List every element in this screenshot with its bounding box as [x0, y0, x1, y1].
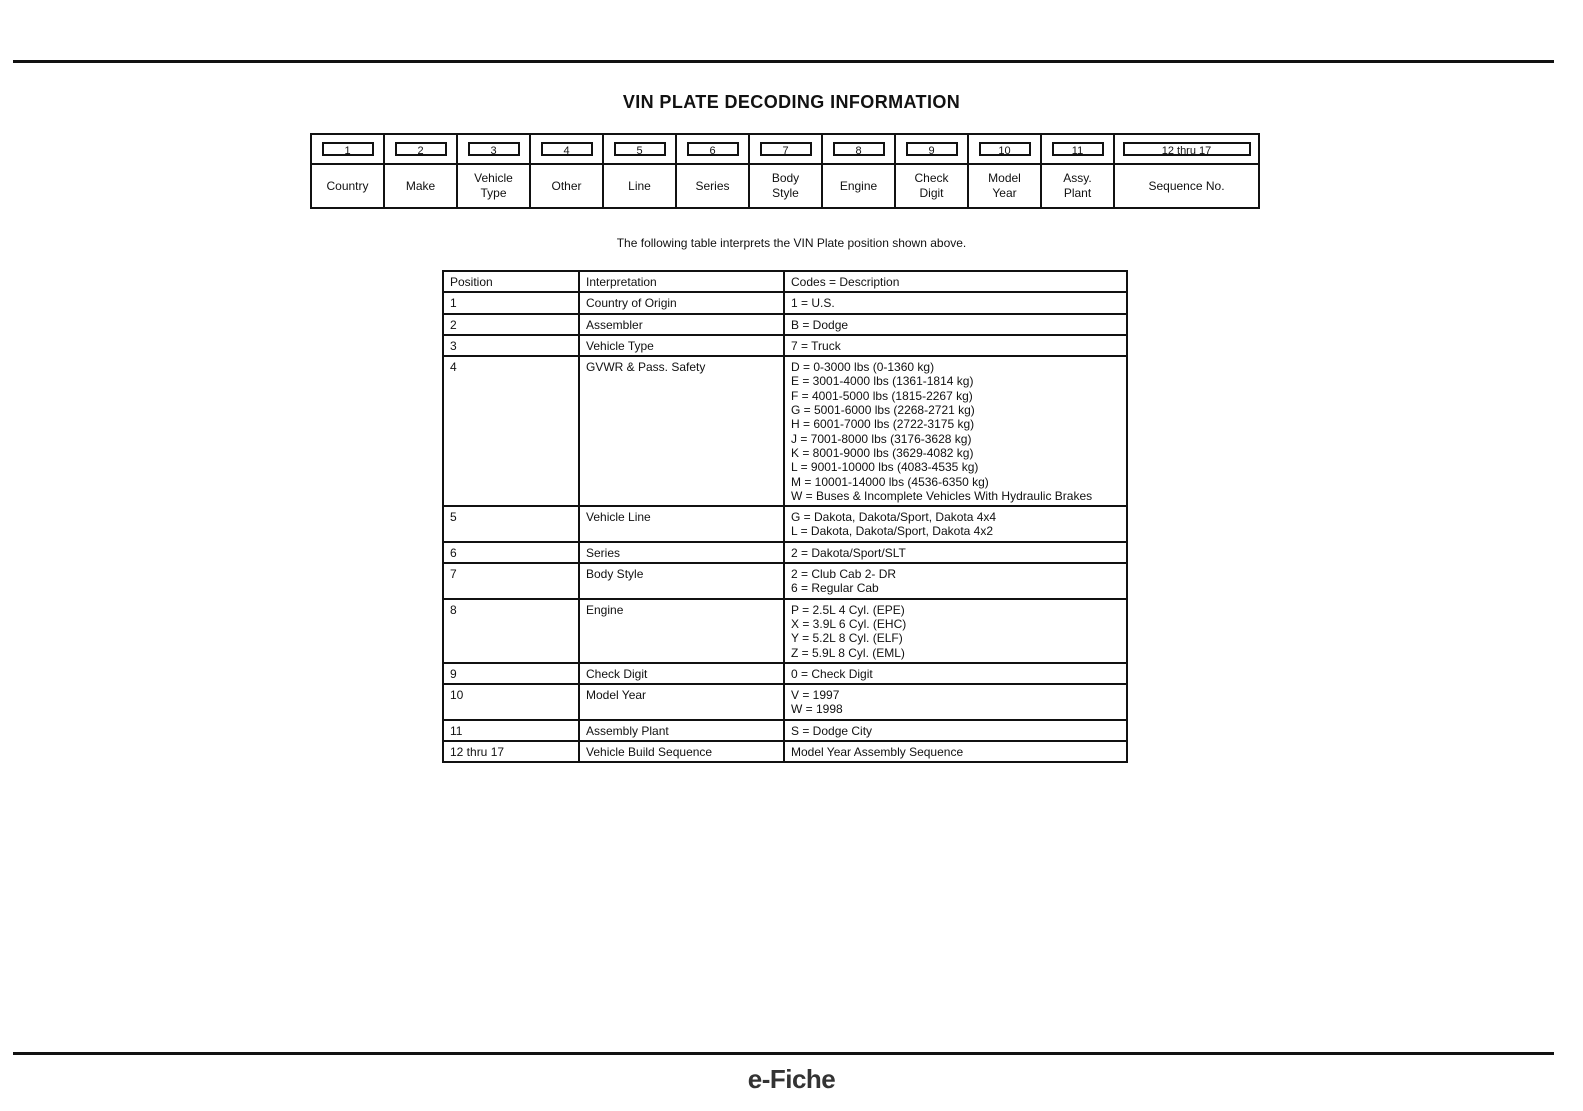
code-line: W = Buses & Incomplete Vehicles With Hydraulic Brakes [791, 488, 1093, 503]
codes-cell [784, 599, 1127, 663]
position-cell: 6 [443, 542, 579, 563]
vin-position-label-line: Check [914, 171, 949, 185]
code-line: W = 1998 [791, 702, 843, 717]
vin-position-label-line: Digit [919, 186, 944, 200]
position-cell: 9 [443, 663, 579, 684]
vin-position-label [1114, 164, 1259, 208]
column-header-codes: Codes = Description [784, 271, 1127, 292]
table-row [443, 314, 1127, 335]
position-cell: 2 [443, 314, 579, 335]
vin-position-number: 5 [614, 142, 666, 156]
vin-position-number: 2 [395, 142, 447, 156]
page-title: VIN PLATE DECODING INFORMATION [622, 92, 961, 112]
position-cell: 1 [443, 292, 579, 313]
vin-position-number-cell [749, 134, 822, 164]
interpretation-cell: Engine [579, 599, 784, 663]
codes-cell [784, 663, 1127, 684]
column-header-position: Position [443, 271, 579, 292]
code-line: M = 10001-14000 lbs (4536-6350 kg) [791, 474, 989, 489]
code-line: K = 8001-9000 lbs (3629-4082 kg) [791, 445, 974, 460]
vin-position-label [384, 164, 457, 208]
vin-position-number-cell [822, 134, 895, 164]
table-row [443, 720, 1127, 741]
vin-position-label [311, 164, 384, 208]
vin-position-number: 4 [541, 142, 593, 156]
vin-position-number-cell [384, 134, 457, 164]
table-row [443, 684, 1127, 720]
code-line: B = Dodge [791, 317, 849, 332]
interpretation-cell: Assembly Plant [579, 720, 784, 741]
vin-position-label-line: Vehicle [474, 171, 513, 185]
table-row [443, 335, 1127, 356]
code-line: J = 7001-8000 lbs (3176-3628 kg) [791, 431, 972, 446]
table-caption: The following table interprets the VIN Plate position shown above. [616, 236, 967, 250]
vin-position-label-line: Engine [839, 178, 878, 193]
vin-label-row [311, 164, 1259, 208]
code-line: V = 1997 [791, 688, 840, 703]
vin-position-label-line: Country [326, 178, 369, 193]
vin-position-label-line: Year [992, 186, 1017, 200]
vin-position-number-cell [895, 134, 968, 164]
code-line: 6 = Regular Cab [791, 581, 879, 596]
vin-position-label-line: Body [771, 171, 800, 185]
codes-cell [784, 335, 1127, 356]
codes-cell [784, 720, 1127, 741]
vin-position-number-cell [968, 134, 1041, 164]
table-body [443, 292, 1127, 762]
vin-position-label [895, 164, 968, 208]
vin-position-label [530, 164, 603, 208]
bottom-rule [13, 1052, 1554, 1055]
table-row [443, 741, 1127, 762]
codes-cell [784, 314, 1127, 335]
vin-number-row [311, 134, 1259, 164]
vin-position-label-line: Line [628, 178, 651, 193]
vin-position-label-line: Type [480, 186, 507, 200]
code-line: 2 = Dakota/Sport/SLT [791, 545, 906, 560]
top-rule [13, 60, 1554, 63]
code-line: S = Dodge City [791, 723, 873, 738]
code-line: P = 2.5L 4 Cyl. (EPE) [791, 602, 905, 617]
codes-cell [784, 563, 1127, 599]
table-row [443, 542, 1127, 563]
vin-decoding-table [442, 270, 1128, 763]
table-row [443, 599, 1127, 663]
vin-position-number: 11 [1052, 142, 1104, 156]
position-cell: 5 [443, 506, 579, 542]
code-line: 7 = Truck [791, 338, 841, 353]
code-line: E = 3001-4000 lbs (1361-1814 kg) [791, 374, 974, 389]
vin-position-number-cell [457, 134, 530, 164]
efiche-logo: e-Fiche [747, 1064, 836, 1094]
interpretation-cell: Vehicle Build Sequence [579, 741, 784, 762]
interpretation-cell: Vehicle Type [579, 335, 784, 356]
code-line: X = 3.9L 6 Cyl. (EHC) [791, 616, 907, 631]
codes-cell [784, 684, 1127, 720]
code-line: H = 6001-7000 lbs (2722-3175 kg) [791, 417, 975, 432]
vin-position-label [749, 164, 822, 208]
position-cell: 11 [443, 720, 579, 741]
interpretation-cell: GVWR & Pass. Safety [579, 356, 784, 506]
vin-position-number: 12 thru 17 [1123, 142, 1251, 156]
codes-cell [784, 292, 1127, 313]
vin-position-label-line: Sequence No. [1148, 178, 1225, 193]
vin-position-label-line: Other [551, 178, 582, 193]
interpretation-cell: Assembler [579, 314, 784, 335]
vin-position-number-cell [603, 134, 676, 164]
vin-position-number-cell [311, 134, 384, 164]
vin-position-number-cell [1041, 134, 1114, 164]
code-line: G = Dakota, Dakota/Sport, Dakota 4x4 [791, 510, 997, 525]
interpretation-cell: Country of Origin [579, 292, 784, 313]
vin-position-label [1041, 164, 1114, 208]
vin-position-number-cell [676, 134, 749, 164]
interpretation-cell: Model Year [579, 684, 784, 720]
vin-position-label [457, 164, 530, 208]
vin-position-number: 10 [979, 142, 1031, 156]
vin-position-label [603, 164, 676, 208]
vin-position-number: 3 [468, 142, 520, 156]
vin-position-label [968, 164, 1041, 208]
code-line: 0 = Check Digit [791, 666, 873, 681]
table-row [443, 506, 1127, 542]
codes-cell [784, 542, 1127, 563]
vin-position-number: 1 [322, 142, 374, 156]
table-header-row [443, 271, 1127, 292]
vin-position-label-line: Model [988, 171, 1021, 185]
table-row [443, 663, 1127, 684]
vin-position-label-line: Style [772, 186, 799, 200]
vin-position-diagram [310, 133, 1260, 209]
code-line: G = 5001-6000 lbs (2268-2721 kg) [791, 403, 975, 418]
position-cell: 4 [443, 356, 579, 506]
code-line: L = 9001-10000 lbs (4083-4535 kg) [791, 460, 979, 475]
vin-position-label-line: Assy. [1063, 171, 1092, 185]
position-cell: 3 [443, 335, 579, 356]
vin-position-number-cell [1114, 134, 1259, 164]
position-cell: 7 [443, 563, 579, 599]
position-cell: 8 [443, 599, 579, 663]
position-cell: 10 [443, 684, 579, 720]
code-line: Z = 5.9L 8 Cyl. (EML) [791, 645, 905, 660]
vin-position-number: 9 [906, 142, 958, 156]
interpretation-cell: Vehicle Line [579, 506, 784, 542]
vin-position-label [822, 164, 895, 208]
code-line: L = Dakota, Dakota/Sport, Dakota 4x2 [791, 524, 994, 539]
column-header-interpretation: Interpretation [579, 271, 784, 292]
vin-position-label-line: Make [405, 178, 436, 193]
table-row [443, 292, 1127, 313]
codes-cell [784, 506, 1127, 542]
interpretation-cell: Series [579, 542, 784, 563]
codes-cell [784, 356, 1127, 506]
code-line: Model Year Assembly Sequence [791, 745, 964, 760]
code-line: D = 0-3000 lbs (0-1360 kg) [791, 360, 935, 375]
vin-position-number-cell [530, 134, 603, 164]
code-line: 1 = U.S. [791, 296, 835, 311]
table-row [443, 356, 1127, 506]
vin-position-number: 8 [833, 142, 885, 156]
interpretation-cell: Body Style [579, 563, 784, 599]
vin-position-label-line: Series [695, 178, 730, 193]
vin-position-number: 6 [687, 142, 739, 156]
vin-position-label-line: Plant [1063, 186, 1092, 200]
table-row [443, 563, 1127, 599]
vin-position-label [676, 164, 749, 208]
code-line: F = 4001-5000 lbs (1815-2267 kg) [791, 388, 973, 403]
codes-cell [784, 741, 1127, 762]
code-line: Y = 5.2L 8 Cyl. (ELF) [791, 631, 903, 646]
code-line: 2 = Club Cab 2- DR [791, 567, 897, 582]
interpretation-cell: Check Digit [579, 663, 784, 684]
vin-position-number: 7 [760, 142, 812, 156]
position-cell: 12 thru 17 [443, 741, 579, 762]
